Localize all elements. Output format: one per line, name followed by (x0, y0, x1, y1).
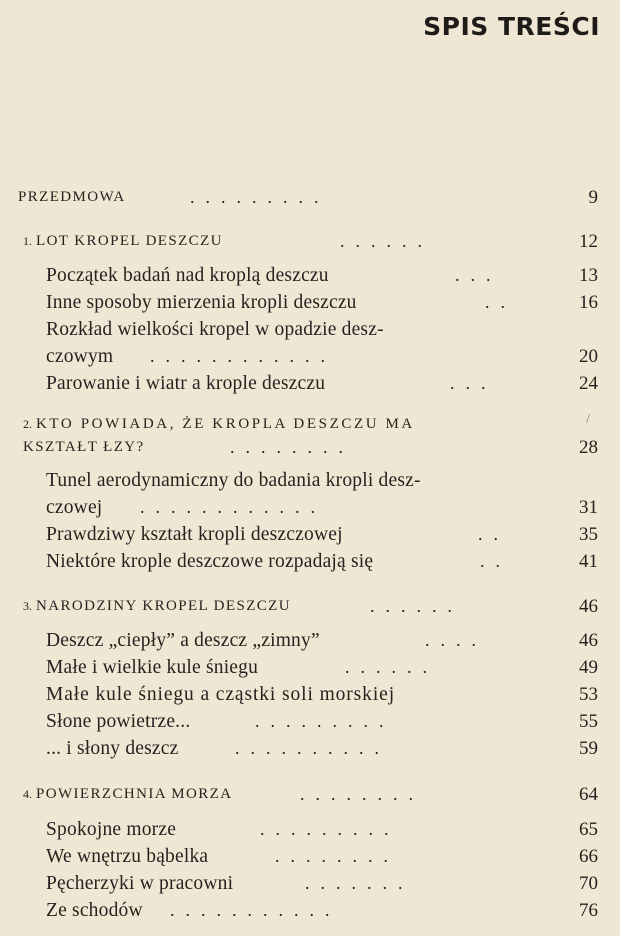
entry-label: Rozkład wielkości kropel w opadzie desz- (46, 319, 384, 340)
chapter-number: 3. (23, 599, 32, 613)
entry-page: 16 (579, 292, 598, 313)
leader-dots: ...... (370, 596, 463, 616)
entry-page: 53 (579, 684, 598, 705)
entry-page: 64 (579, 784, 598, 805)
toc-entry-section[interactable] (0, 319, 620, 345)
entry-page: 12 (579, 231, 598, 252)
toc-entry-section[interactable] (0, 846, 620, 872)
leader-dots: ........ (300, 784, 424, 804)
toc-entry-section[interactable] (0, 657, 620, 683)
entry-page: 70 (579, 873, 598, 894)
chapter-number: 1. (23, 234, 32, 248)
toc-entry-section[interactable] (0, 265, 620, 291)
chapter-heading (23, 598, 291, 615)
entry-label: We wnętrzu bąbelka (46, 846, 209, 867)
entry-label: Niektóre krople deszczowe rozpadają się (46, 551, 374, 572)
entry-page: 66 (579, 846, 598, 867)
entry-page: 9 (588, 187, 598, 208)
leader-dots: ........... (170, 900, 341, 920)
entry-label: Spokojne morze (46, 819, 177, 840)
toc-entry-front[interactable] (0, 187, 620, 213)
entry-label: Ze schodów (46, 900, 143, 921)
entry-page: 59 (579, 738, 598, 759)
leader-dots: .. (485, 292, 516, 312)
leader-dots: ......... (190, 187, 330, 207)
entry-label: Małe kule śniegu a cząstki soli morskiej (46, 684, 396, 705)
leader-dots: .... (425, 630, 487, 650)
toc-entry-section[interactable] (0, 711, 620, 737)
page-title: SPIS TREŚCI (423, 12, 600, 41)
leader-dots: ......... (260, 819, 400, 839)
leader-dots: ............ (150, 346, 336, 366)
entry-label: czowej (46, 497, 103, 518)
entry-page: 55 (579, 711, 598, 732)
toc-entry-chapter[interactable] (0, 784, 620, 810)
chapter-heading (23, 233, 223, 250)
chapter-number: 2. (23, 417, 32, 431)
entry-label: LOT KROPEL DESZCZU (36, 233, 223, 249)
entry-page: 35 (579, 524, 598, 545)
toc-entry-chapter[interactable] (0, 437, 620, 463)
entry-label: KTO POWIADA, ŻE KROPLA DESZCZU MA (36, 416, 415, 432)
entry-label: PRZEDMOWA (18, 189, 126, 205)
entry-page: 46 (579, 630, 598, 651)
entry-page: 13 (579, 265, 598, 286)
leader-dots: ... (450, 373, 497, 393)
entry-label: Małe i wielkie kule śniegu (46, 657, 259, 678)
entry-label: Deszcz „ciepły” a deszcz „zimny” (46, 630, 320, 651)
entry-label: Słone powietrze... (46, 711, 191, 732)
toc-entry-section[interactable] (0, 551, 620, 577)
toc-entry-section[interactable] (0, 373, 620, 399)
toc-entry-section[interactable] (0, 524, 620, 550)
entry-label: NARODZINY KROPEL DESZCZU (36, 598, 291, 614)
leader-dots: ........ (275, 846, 399, 866)
chapter-heading (23, 416, 415, 433)
entry-label: Tunel aerodynamiczny do badania kropli desz- (46, 470, 421, 491)
entry-label: czowym (46, 346, 114, 367)
toc-entry-chapter[interactable] (0, 596, 620, 622)
toc-entry-section[interactable] (0, 873, 620, 899)
chapter-heading (23, 786, 232, 803)
entry-page: 76 (579, 900, 598, 921)
entry-label: Początek badań nad kroplą deszczu (46, 265, 329, 286)
entry-page: 41 (579, 551, 598, 572)
leader-dots: ......... (255, 711, 395, 731)
toc-entry-section[interactable] (0, 470, 620, 496)
leader-dots: .. (480, 551, 511, 571)
leader-dots: ...... (340, 231, 433, 251)
toc-entry-section[interactable] (0, 497, 620, 523)
toc-entry-section[interactable] (0, 819, 620, 845)
toc-entry-section[interactable] (0, 292, 620, 318)
entry-page: 24 (579, 373, 598, 394)
entry-page: 46 (579, 596, 598, 617)
entry-page: 28 (579, 437, 598, 458)
entry-label: POWIERZCHNIA MORZA (36, 786, 233, 802)
entry-label: Inne sposoby mierzenia kropli deszczu (46, 292, 357, 313)
toc-entry-section[interactable] (0, 346, 620, 372)
entry-page: 65 (579, 819, 598, 840)
leader-dots: ...... (345, 657, 438, 677)
leader-dots: ....... (305, 873, 414, 893)
entry-label: ... i słony deszcz (46, 738, 179, 759)
entry-label: Parowanie i wiatr a krople deszczu (46, 373, 326, 394)
entry-page: 31 (579, 497, 598, 518)
leader-dots: ... (455, 265, 502, 285)
toc-entry-section[interactable] (0, 684, 620, 710)
toc-entry-chapter[interactable] (0, 231, 620, 257)
entry-label: KSZTAŁT ŁZY? (23, 439, 145, 455)
entry-page: 20 (579, 346, 598, 367)
leader-dots: .. (478, 524, 509, 544)
entry-label: Prawdziwy kształt kropli deszczowej (46, 524, 343, 545)
chapter-number: 4. (23, 787, 32, 801)
toc-entry-section[interactable] (0, 630, 620, 656)
toc-entry-section[interactable] (0, 900, 620, 926)
paper-mark: / (586, 412, 590, 427)
entry-label: Pęcherzyki w pracowni (46, 873, 234, 894)
entry-page: 49 (579, 657, 598, 678)
leader-dots: ........ (230, 437, 354, 457)
leader-dots: ............ (140, 497, 326, 517)
toc-entry-section[interactable] (0, 738, 620, 764)
leader-dots: .......... (235, 738, 390, 758)
